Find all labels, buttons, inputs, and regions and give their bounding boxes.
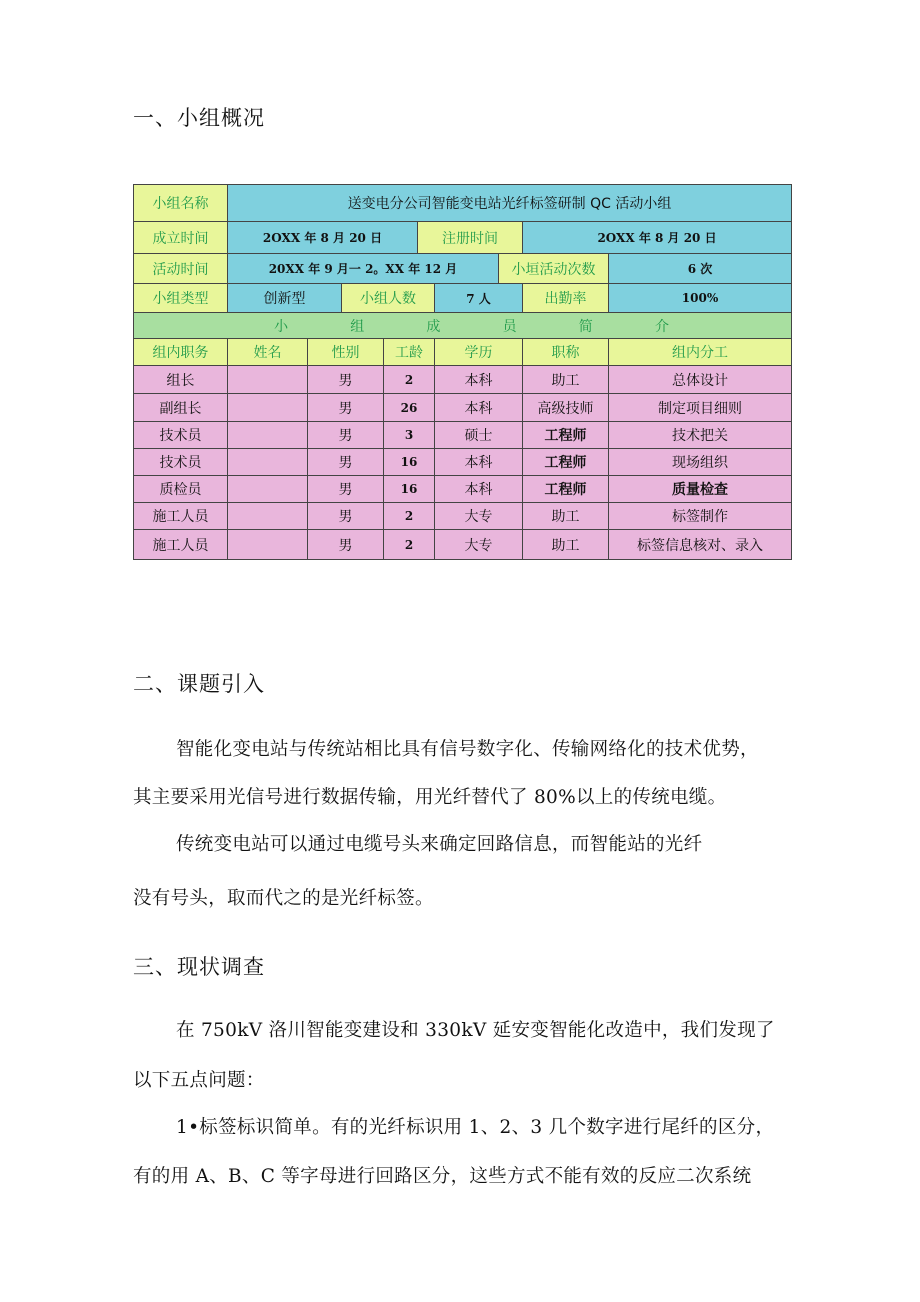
member-role: 施工人员 [134, 503, 228, 530]
member-role: 技术员 [134, 422, 228, 449]
member-duty: 标签信息核对、录入 [609, 530, 792, 560]
member-years: 16 [384, 449, 435, 476]
member-years: 16 [384, 476, 435, 503]
intro-char: 介 [654, 318, 671, 335]
activity-time-label: 活动时间 [134, 254, 228, 284]
header-years: 工龄 [384, 339, 435, 366]
member-duty: 技术把关 [609, 422, 792, 449]
header-name: 姓名 [228, 339, 308, 366]
header-title: 职称 [523, 339, 609, 366]
member-education: 本科 [435, 366, 523, 394]
member-years: 2 [384, 503, 435, 530]
member-education: 本科 [435, 476, 523, 503]
intro-char: 组 [350, 318, 367, 335]
paragraph-line: 传统变电站可以通过电缆号头来确定回路信息，而智能站的光纤 [176, 834, 703, 855]
member-education: 大专 [435, 503, 523, 530]
intro-char: 简 [578, 318, 595, 335]
member-duty: 标签制作 [609, 503, 792, 530]
section-title-overview: 一、小组概况 [133, 106, 265, 130]
intro-char: 员 [502, 318, 519, 335]
member-education: 本科 [435, 449, 523, 476]
member-header-row [134, 339, 792, 366]
section-title-survey: 三、现状调查 [133, 955, 265, 979]
registered-value: 2OXX 年 8 月 20 日 [523, 222, 792, 254]
intro-char: 成 [426, 318, 443, 335]
member-title: 工程师 [523, 449, 609, 476]
paragraph-line: 其主要采用光信号进行数据传输，用光纤替代了 80%以上的传统电缆。 [133, 787, 727, 808]
header-duty: 组内分工 [609, 339, 792, 366]
member-title: 高级技师 [523, 394, 609, 422]
paragraph-line: 以下五点问题： [133, 1070, 265, 1091]
member-duty: 制定项目细则 [609, 394, 792, 422]
activity-time-value: 20XX 年 9 月一 2。XX 年 12 月 [228, 254, 499, 284]
table-row [134, 422, 792, 449]
paragraph-line: 有的用 A、B、C 等字母进行回路区分，这些方式不能有效的反应二次系统 [133, 1166, 752, 1187]
member-gender: 男 [308, 366, 384, 394]
founded-value: 2OXX 年 8 月 20 日 [228, 222, 418, 254]
member-title: 助工 [523, 503, 609, 530]
section-title-introduction: 二、课题引入 [133, 672, 265, 696]
table-row [134, 476, 792, 503]
group-name-label: 小组名称 [134, 185, 228, 222]
paragraph-line: 在 750kV 洛川智能变建设和 330kV 延安变智能化改造中，我们发现了 [176, 1020, 775, 1041]
member-gender: 男 [308, 394, 384, 422]
qc-group-table [133, 184, 792, 560]
attendance-label: 出勤率 [523, 284, 609, 313]
intro-char: 小 [274, 318, 291, 335]
table-row [134, 530, 792, 560]
member-title: 助工 [523, 530, 609, 560]
member-intro-banner [134, 313, 792, 339]
activity-count-label: 小垣活动次数 [499, 254, 609, 284]
header-role: 组内职务 [134, 339, 228, 366]
member-gender: 男 [308, 422, 384, 449]
table-row [134, 366, 792, 394]
member-name [228, 422, 308, 449]
group-name-value: 送变电分公司智能变电站光纤标签研制 QC 活动小组 [228, 185, 792, 222]
member-years: 2 [384, 530, 435, 560]
member-years: 2 [384, 366, 435, 394]
paragraph-line: 没有号头，取而代之的是光纤标签。 [133, 888, 434, 909]
member-duty: 现场组织 [609, 449, 792, 476]
member-duty: 质量检查 [609, 476, 792, 503]
table-row [134, 449, 792, 476]
member-education: 本科 [435, 394, 523, 422]
table-row [134, 394, 792, 422]
member-education: 大专 [435, 530, 523, 560]
registered-label: 注册时间 [418, 222, 523, 254]
activity-count-value: 6 次 [609, 254, 792, 284]
member-gender: 男 [308, 503, 384, 530]
member-name [228, 503, 308, 530]
member-name [228, 394, 308, 422]
member-education: 硕士 [435, 422, 523, 449]
attendance-value: 100% [609, 284, 792, 313]
member-title: 工程师 [523, 476, 609, 503]
group-type-label: 小组类型 [134, 284, 228, 313]
member-title: 工程师 [523, 422, 609, 449]
member-name [228, 449, 308, 476]
member-role: 组长 [134, 366, 228, 394]
member-role: 副组长 [134, 394, 228, 422]
member-name [228, 366, 308, 394]
member-role: 质检员 [134, 476, 228, 503]
member-name [228, 530, 308, 560]
member-duty: 总体设计 [609, 366, 792, 394]
table-row [134, 503, 792, 530]
header-education: 学历 [435, 339, 523, 366]
member-count-value: 7 人 [435, 284, 523, 313]
member-title: 助工 [523, 366, 609, 394]
member-name [228, 476, 308, 503]
member-role: 技术员 [134, 449, 228, 476]
member-count-label: 小组人数 [342, 284, 435, 313]
paragraph-line: 智能化变电站与传统站相比具有信号数字化、传输网络化的技术优势， [176, 739, 759, 760]
member-years: 26 [384, 394, 435, 422]
member-role: 施工人员 [134, 530, 228, 560]
member-years: 3 [384, 422, 435, 449]
member-gender: 男 [308, 476, 384, 503]
founded-label: 成立时间 [134, 222, 228, 254]
member-gender: 男 [308, 449, 384, 476]
member-gender: 男 [308, 530, 384, 560]
paragraph-line: 1•标签标识简单。有的光纤标识用 1、2、3 几个数字进行尾纤的区分， [176, 1117, 775, 1138]
group-type-value: 创新型 [228, 284, 342, 313]
header-gender: 性别 [308, 339, 384, 366]
